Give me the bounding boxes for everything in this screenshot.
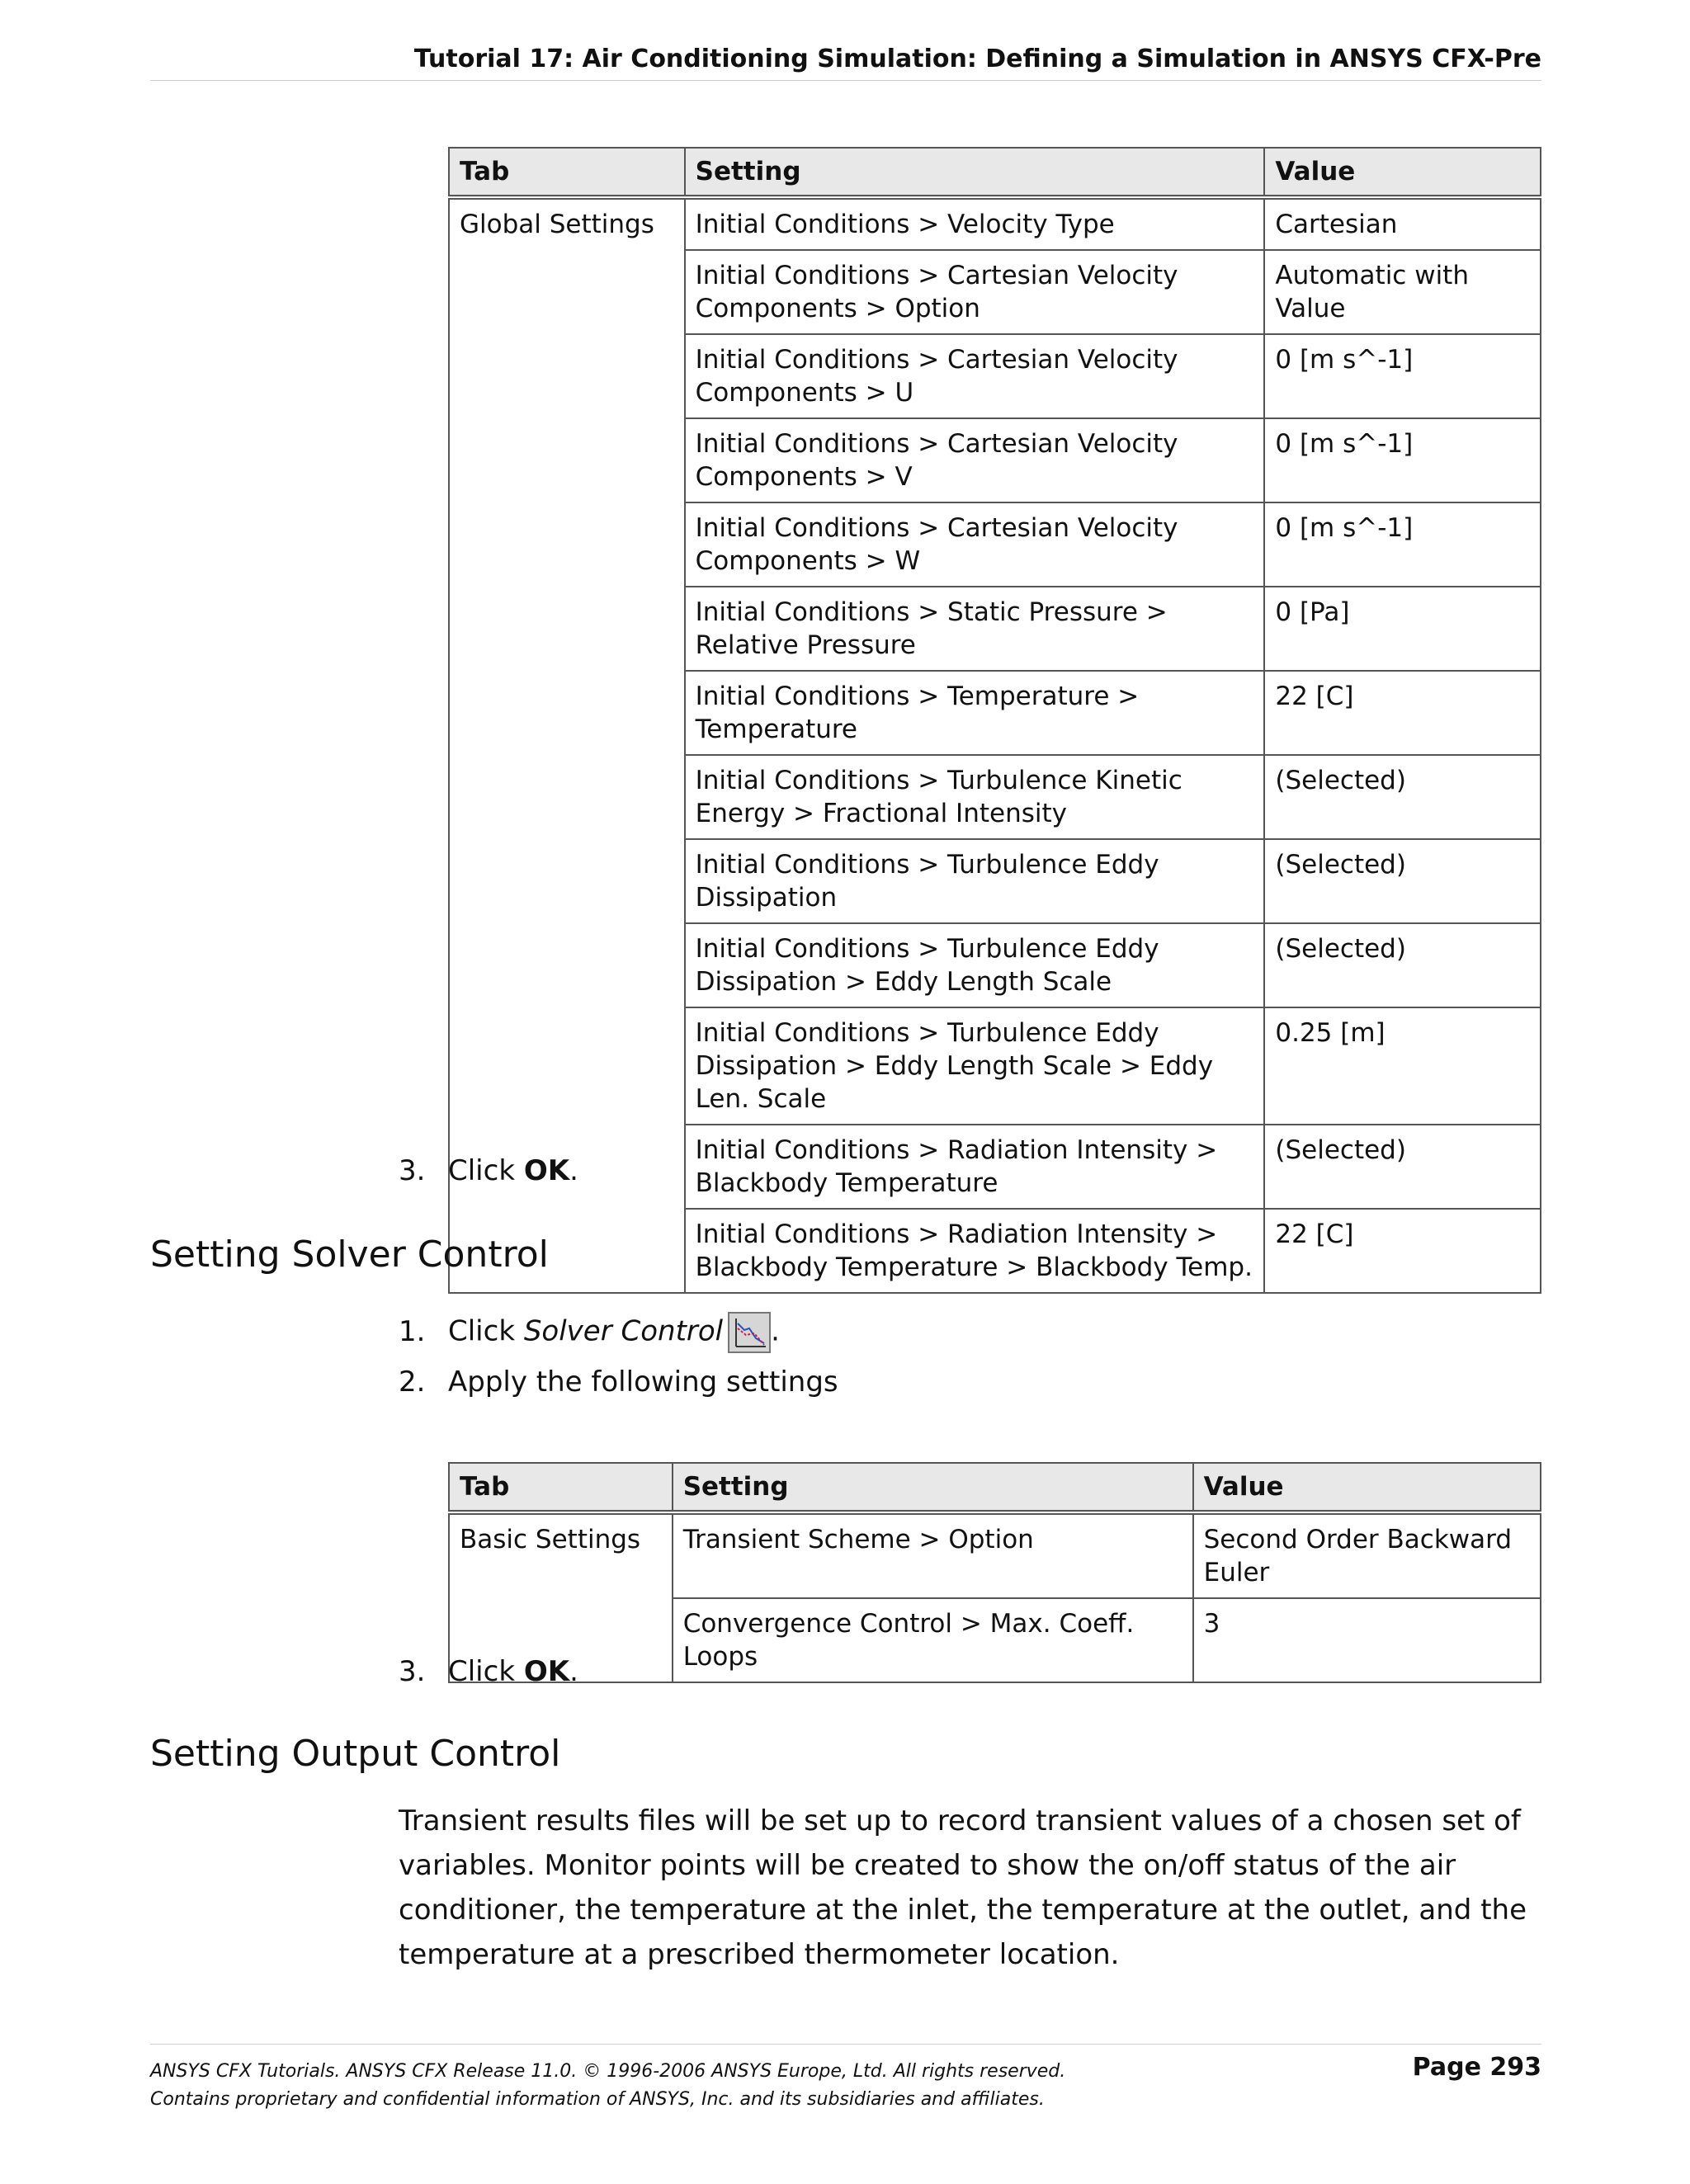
value-cell: 0 [m s^-1]: [1264, 334, 1541, 418]
solver-control-label: Solver Control: [523, 1314, 724, 1348]
step-click-ok-2: [399, 1653, 578, 1690]
step-apply-settings: [399, 1364, 838, 1400]
tab-cell: Basic Settings: [449, 1512, 673, 1682]
step-click-ok-1: [399, 1153, 578, 1189]
setting-cell: Convergence Control > Max. Coeff. Loops: [673, 1598, 1193, 1682]
step-text: Click: [448, 1655, 524, 1688]
header-value: Value: [1193, 1463, 1541, 1512]
setting-cell: Initial Conditions > Turbulence Eddy Dissipation > Eddy Length Scale: [685, 923, 1265, 1007]
step-click-solver-control: [399, 1312, 780, 1353]
step-end: .: [771, 1314, 780, 1348]
footer-divider: [150, 2044, 1541, 2045]
output-control-heading: Setting Output Control: [150, 1733, 561, 1775]
value-cell: 22 [C]: [1264, 671, 1541, 755]
value-cell: (Selected): [1264, 923, 1541, 1007]
value-cell: Second Order Backward Euler: [1193, 1512, 1541, 1598]
setting-cell: Initial Conditions > Radiation Intensity > Blackbody Temperature: [685, 1125, 1265, 1209]
solver-control-heading: Setting Solver Control: [150, 1234, 549, 1276]
step-end: .: [569, 1154, 578, 1187]
table-header-row: [449, 148, 1541, 197]
value-cell: 3: [1193, 1598, 1541, 1682]
step-number: 3.: [399, 1655, 426, 1688]
header-tab: Tab: [449, 1463, 673, 1512]
header-tab: Tab: [449, 148, 685, 197]
header-setting: Setting: [673, 1463, 1193, 1512]
setting-cell: Initial Conditions > Turbulence Kinetic Energy > Fractional Intensity: [685, 755, 1265, 839]
value-cell: 0 [m s^-1]: [1264, 502, 1541, 587]
page-number: Page 293: [1412, 2053, 1541, 2082]
value-cell: 22 [C]: [1264, 1209, 1541, 1293]
setting-cell: Initial Conditions > Cartesian Velocity Components > W: [685, 502, 1265, 587]
step-number: 2.: [399, 1366, 426, 1399]
table-row: [449, 1512, 1541, 1598]
solver-control-table: [448, 1462, 1541, 1683]
setting-cell: Initial Conditions > Turbulence Eddy Dissipation > Eddy Length Scale > Eddy Len. Scale: [685, 1007, 1265, 1125]
table-header-row: [449, 1463, 1541, 1512]
setting-cell: Transient Scheme > Option: [673, 1512, 1193, 1598]
setting-cell: Initial Conditions > Cartesian Velocity Components > U: [685, 334, 1265, 418]
table-row: [449, 197, 1541, 250]
setting-cell: Initial Conditions > Cartesian Velocity Components > Option: [685, 250, 1265, 334]
step-number: 1.: [399, 1314, 426, 1348]
step-end: .: [569, 1655, 578, 1688]
value-cell: (Selected): [1264, 1125, 1541, 1209]
step-text: Click: [448, 1154, 524, 1187]
header-setting: Setting: [685, 148, 1265, 197]
tab-cell: Global Settings: [449, 197, 685, 1293]
value-cell: Cartesian: [1264, 197, 1541, 250]
setting-cell: Initial Conditions > Velocity Type: [685, 197, 1265, 250]
step-text: Click: [448, 1314, 524, 1348]
initial-conditions-table: [448, 147, 1541, 1294]
solver-control-icon[interactable]: [728, 1312, 771, 1353]
footer-confidential: Contains proprietary and confidential information of ANSYS, Inc. and its subsidiaries and affiliates.: [150, 2089, 1045, 2110]
value-cell: 0 [Pa]: [1264, 587, 1541, 671]
footer-copyright: ANSYS CFX Tutorials. ANSYS CFX Release 11.0. © 1996-2006 ANSYS Europe, Ltd. All rights reserved.: [150, 2061, 1066, 2082]
value-cell: (Selected): [1264, 839, 1541, 923]
value-cell: 0.25 [m]: [1264, 1007, 1541, 1125]
ok-label: OK: [523, 1655, 570, 1688]
setting-cell: Initial Conditions > Cartesian Velocity Components > V: [685, 418, 1265, 502]
step-text: Apply the following settings: [448, 1366, 838, 1399]
footer: [150, 2058, 1541, 2114]
setting-cell: Initial Conditions > Static Pressure > Relative Pressure: [685, 587, 1265, 671]
step-number: 3.: [399, 1154, 426, 1187]
value-cell: 0 [m s^-1]: [1264, 418, 1541, 502]
value-cell: (Selected): [1264, 755, 1541, 839]
page-header-title: Tutorial 17: Air Conditioning Simulation: Defining a Simulation in ANSYS CFX-Pre: [150, 45, 1541, 81]
setting-cell: Initial Conditions > Radiation Intensity > Blackbody Temperature > Blackbody Temp.: [685, 1209, 1265, 1293]
value-cell: Automatic with Value: [1264, 250, 1541, 334]
ok-label: OK: [523, 1154, 570, 1187]
setting-cell: Initial Conditions > Turbulence Eddy Dissipation: [685, 839, 1265, 923]
output-control-paragraph: Transient results files will be set up to record transient values of a chosen set of variables. Monitor points will be created to show the on/off status of the air conditioner, the temperature at the inlet, the temperature at the outlet, and the temperature at a prescribed thermometer location.: [399, 1804, 1527, 1971]
setting-cell: Initial Conditions > Temperature > Temperature: [685, 671, 1265, 755]
header-value: Value: [1264, 148, 1541, 197]
